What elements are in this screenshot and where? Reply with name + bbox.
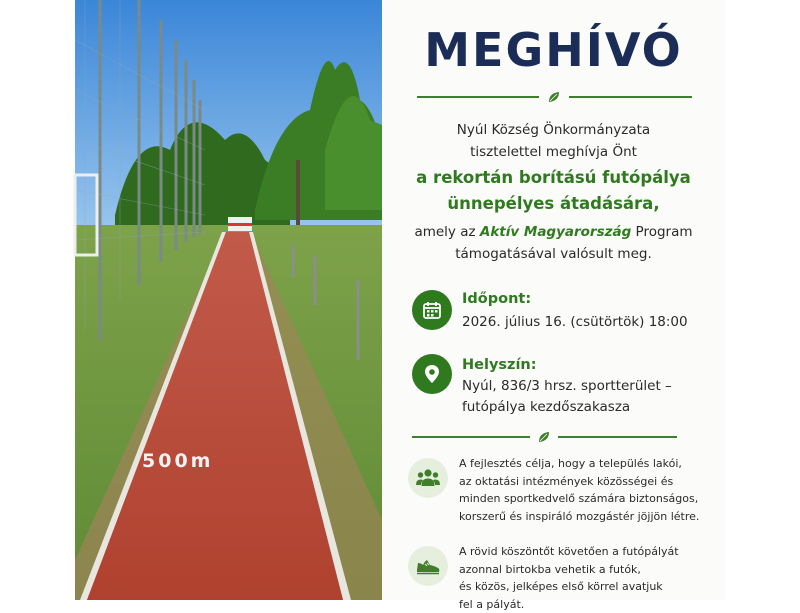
bullet-line: azonnal birtokba vehetik a futók, xyxy=(459,561,679,579)
leaf-icon xyxy=(537,430,551,444)
calendar-icon xyxy=(412,290,452,330)
invitation-card xyxy=(382,0,725,600)
intro-highlight-1: a rekortán borítású futópálya xyxy=(382,165,725,191)
time-value: 2026. július 16. (csütörtök) 18:00 xyxy=(462,312,688,333)
bullet-line: az oktatási intézmények közösségei és xyxy=(459,473,699,491)
bullet-line: A rövid köszöntőt követően a futópályát xyxy=(459,543,679,561)
leaf-divider xyxy=(412,430,677,444)
intro-invite: tisztelettel meghívja Önt xyxy=(382,141,725,163)
bullet-line: minden sportkedvelő számára biztonságos, xyxy=(459,490,699,508)
time-label: Időpont: xyxy=(462,291,531,307)
location-pin-icon xyxy=(412,354,452,394)
leaf-divider xyxy=(417,90,692,104)
running-track-photo xyxy=(75,0,382,600)
location-label: Helyszín: xyxy=(462,357,537,373)
bullet-line: és közös, jelképes első körrel avatjuk xyxy=(459,578,679,596)
track-distance-marking: 500m xyxy=(142,450,213,472)
bullet-line: korszerű és inspiráló mozgástér jöjjön létre. xyxy=(459,508,699,526)
intro-program-suffix: Program xyxy=(631,224,692,240)
bullet-ceremony-text xyxy=(459,543,679,613)
program-name: Aktív Magyarország xyxy=(480,224,631,240)
leaf-icon xyxy=(547,90,561,104)
intro-organizer: Nyúl Község Önkormányzata xyxy=(382,119,725,141)
running-shoe-icon xyxy=(408,546,448,586)
invitation-title: MEGHÍVÓ xyxy=(382,22,725,78)
location-value-line2: futópálya kezdőszakasza xyxy=(462,397,630,418)
intro-program-line xyxy=(382,221,725,243)
bullet-line: A fejlesztés célja, hogy a település lakói, xyxy=(459,455,699,473)
location-value-line1: Nyúl, 836/3 hrsz. sportterület – xyxy=(462,376,672,397)
intro-support: támogatásával valósult meg. xyxy=(382,243,725,265)
intro-highlight-2: ünnepélyes átadására, xyxy=(382,191,725,217)
bullet-goal-text xyxy=(459,455,699,525)
intro-program-prefix: amely az xyxy=(414,224,479,240)
people-group-icon xyxy=(408,458,448,498)
bullet-line: fel a pályát. xyxy=(459,596,679,613)
invitation-intro xyxy=(382,119,725,265)
